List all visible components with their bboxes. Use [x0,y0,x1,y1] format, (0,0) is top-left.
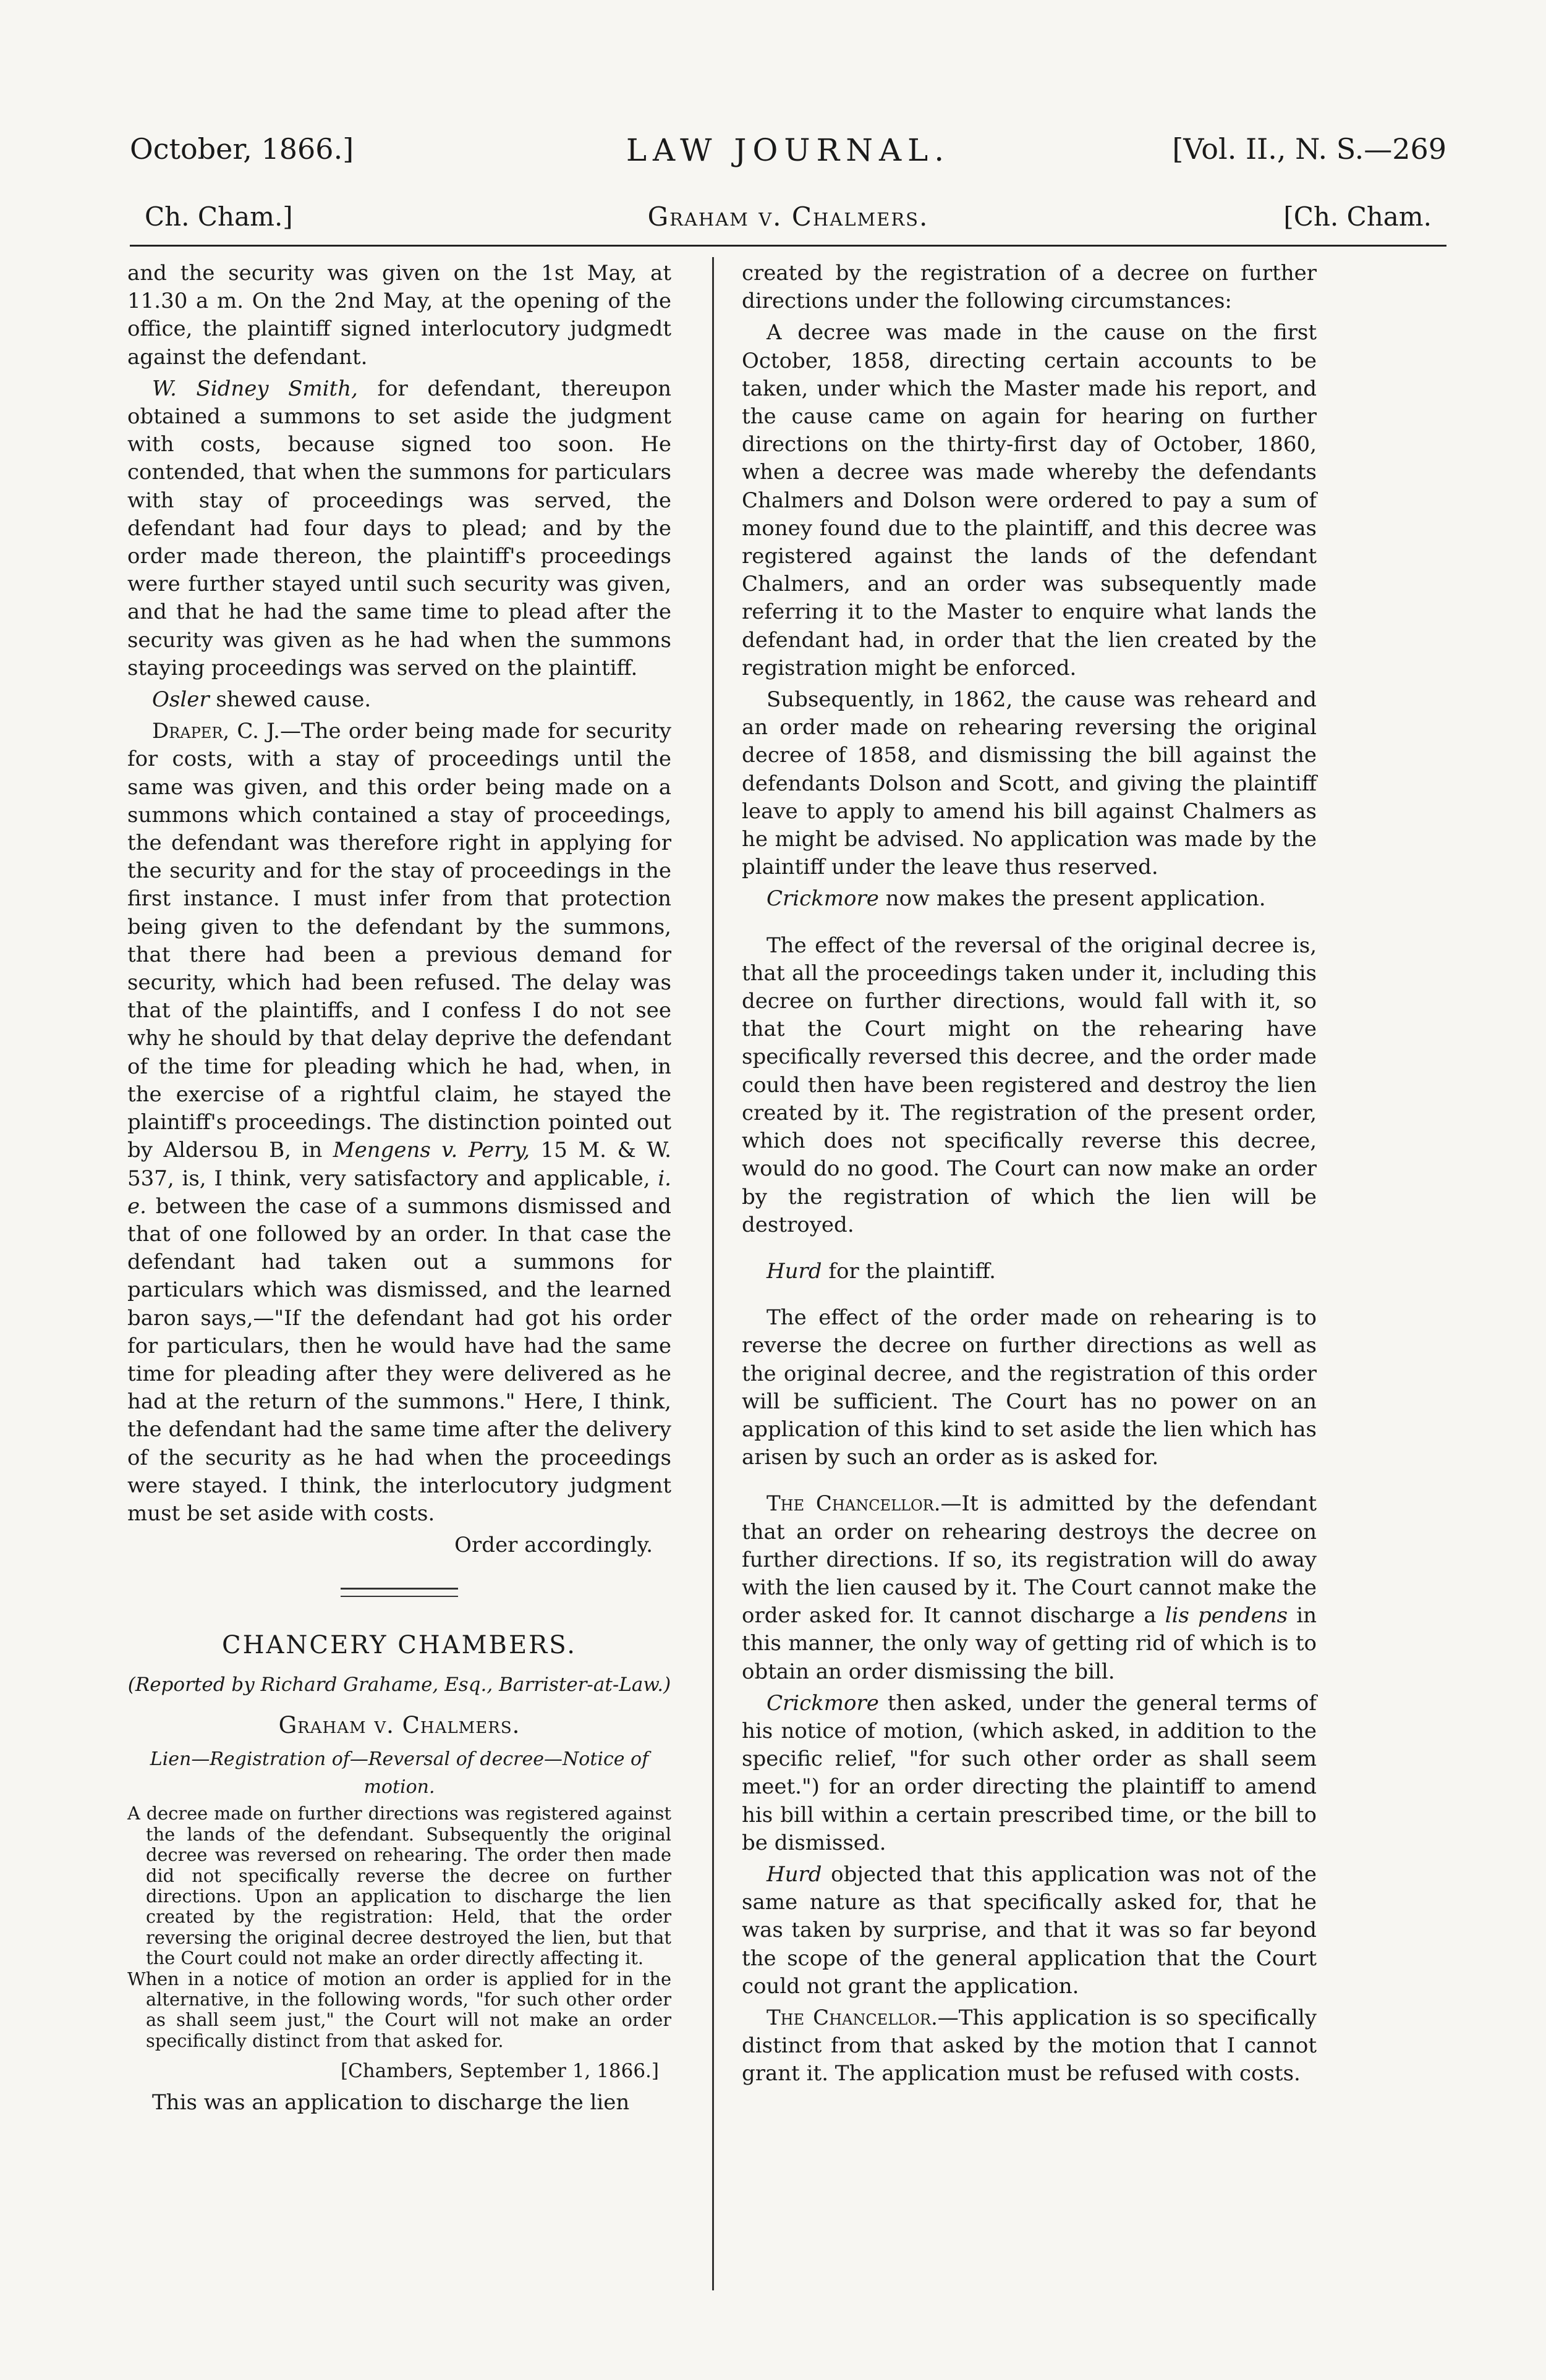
judge-name: The Chancellor. [767,1491,941,1517]
counsel-name: Crickmore [767,1690,879,1716]
chamber-title: CHANCERY CHAMBERS. [222,1631,577,1660]
divider-rule [341,1596,458,1597]
running-head [130,132,1446,176]
paragraph: and the security was given on the 1st May, at 11.30 a m. On the 2nd May, at the opening of the office, the plaintiff signed interlocutory judgmedt against the defendant. [127,261,671,370]
judgment-paragraph: The Chancellor.—This application is so specifically distinct from that asked by the motion that I cannot grant it. The application must be refused with costs. [742,2005,1317,2086]
spacer [742,1475,1317,1490]
judgment-paragraph: Draper, C. J.—The order being made for security for costs, with a stay of proceedings until the same was given, and this order being made on a summons which contained a stay of proceedings, the defendant was therefore right in applying for the security and for the stay of proceedings in the first instance. I must infer from that protection being given to the defendant by the summons, that there had been a previous demand for security, which had been refused. The delay was that of the plaintiffs, and I confess I do not see why he should by that delay deprive the defendant of the time for pleading which he had, when, in the exercise of a rightful claim, he stayed the plaintiff's proceedings. The distinction pointed out by Aldersou B, in Mengens v. Perry, 15 M. & W. 537, is, I think, very satisfactory and applicable, i. e. between the case of a summons dismissed and that of one followed by an order. In that case the defendant had taken out a summons for particulars which was dismissed, and the learned baron says,—"If the defendant had got his order for particulars, then he would have had the same time for pleading after they were delivered as he had at the return of the summons." Here, I think, the defendant had the same time after the delivery of the security as he had when the proceedings were stayed. I think, the interlocutory judgment must be set aside with costs. [127,719,672,1526]
spacer [742,917,1317,932]
section-head-right: [Ch. Cham. [1283,201,1432,232]
order-line: Order accordingly. [454,1533,653,1558]
right-column [742,260,1317,2092]
judgment-paragraph: The Chancellor.—It is admitted by the defendant that an order on rehearing destroys the decree on further directions. If so, its registration will do away with the lien caused by it. The Court cannot make the order asked for. It cannot discharge a lis pendens in this manner, the only way of getting rid of which is to obtain an order dismissing the bill. [742,1491,1317,1684]
paragraph: Crickmore now makes the present application. [767,886,1266,912]
spacer [742,1243,1317,1258]
counsel-name: Hurd [767,1258,822,1284]
paragraph: Hurd for the plaintiff. [767,1258,996,1284]
paragraph: This was an application to discharge the lien [152,2090,630,2115]
headnote-paragraph: A decree made on further directions was registered against the lands of the defendant. Subsequently the original decree was reversed on rehearing. The order then made did not specifically reverse the decree on further directions. Upon an application to discharge the lien created by the registration: Held, that the order reversing the original decree destroyed the lien, but that the Court could not make an order directly affecting it. [127,1803,671,1969]
divider-rule [341,1588,458,1590]
dateline: [Chambers, September 1, 1866.] [340,2060,659,2083]
spacer [742,1289,1317,1304]
paragraph: created by the registration of a decree on further directions under the following circumstances: [742,261,1317,314]
judge-name: Draper, C. J. [152,719,280,744]
headnote-title: Lien—Registration of—Reversal of decree—Notice of motion. [150,1748,649,1798]
left-column [127,260,671,2121]
counsel-name: W. Sidney Smith, [152,376,358,401]
judge-name: The Chancellor. [767,2005,938,2030]
paragraph: W. Sidney Smith, for defendant, thereupon obtained a summons to set aside the judgment with costs, because signed too soon. He contended, that when the summons for particulars with stay of proceedings was served, the defendant had four days to plead; and by the order made thereon, the plaintiff's proceedings were further stayed until such security was given, and that he had the same time to plead after the security was given as he had when the summons staying proceedings was served on the plaintiff. [127,376,671,680]
reporter-line: (Reported by Richard Grahame, Esq., Barrister-at-Law.) [127,1673,671,1696]
section-head-left: Ch. Cham.] [145,201,293,232]
paragraph: Subsequently, in 1862, the cause was reheard and an order made on rehearing reversing the original decree of 1858, and dismissing the bill against the defendants Dolson and Scott, and giving the plaintiff leave to apply to amend his bill against Chalmers as he might be advised. No application was made by the plaintiff under the leave thus reserved. [742,687,1317,880]
counsel-name: Hurd [767,1861,822,1887]
counsel-name: Osler [152,687,210,713]
paragraph: Hurd objected that this application was not of the same nature as that specifically asked for, that he was taken by surprise, and that it was so far beyond the scope of the general application that the Court could not grant the application. [742,1861,1317,1999]
case-citation: Mengens v. Perry, [333,1138,530,1163]
paragraph: Crickmore then asked, under the general terms of his notice of motion, (which asked, in addition to the specific relief, "for such other order as shall seem meet.") for an order directing the plaintiff to amend his bill within a certain prescribed time, or the bill to be dismissed. [742,1690,1317,1855]
paragraph: The effect of the reversal of the original decree is, that all the proceedings taken under it, including this decree on further directions, would fall with it, so that the Court might on the rehearing have specifically reversed this decree, and the order made could then have been registered and destroy the lien created by it. The registration of the present order, which does not specifically reverse this decree, would do no good. The Court can now make an order by the registration of which the lien will be destroyed. [742,933,1317,1237]
paragraph: The effect of the order made on rehearing is to reverse the decree on further directions as well as the original decree, and the registration of this order will be sufficient. The Court has no power on an application of this kind to set aside the lien which has arisen by such an order as is asked for. [742,1305,1317,1470]
section-head [130,201,1446,247]
running-head-title: LAW JOURNAL. [626,132,951,168]
running-head-volume: [Vol. II., N. S.—269 [1172,132,1446,166]
paragraph: Osler shewed cause. [152,687,372,713]
running-head-date: October, 1866.] [130,132,354,166]
headnote-paragraph: When in a notice of motion an order is applied for in the alternative, in the following words, "for such other order as shall seem just," the Court will not make an order specifically distinct from that asked for. [127,1968,671,2051]
counsel-name: Crickmore [767,886,879,912]
paragraph: A decree was made in the cause on the first October, 1858, directing certain accounts to be taken, under which the Master made his report, and the cause came on again for hearing on further directions on the thirty-first day of October, 1860, when a decree was made whereby the defendants Chalmers and Dolson were ordered to pay a sum of money found due to the plaintiff, and this decree was registered against the lands of the defendant Chalmers, and an order was subsequently made referring it to the Master to enquire what lands the defendant had, in order that the lien created by the registration might be enforced. [742,320,1317,680]
section-head-case: Graham v. Chalmers. [647,201,929,232]
headnote [127,1803,671,2051]
case-title: Graham v. Chalmers. [278,1711,520,1738]
column-divider [712,257,714,2290]
